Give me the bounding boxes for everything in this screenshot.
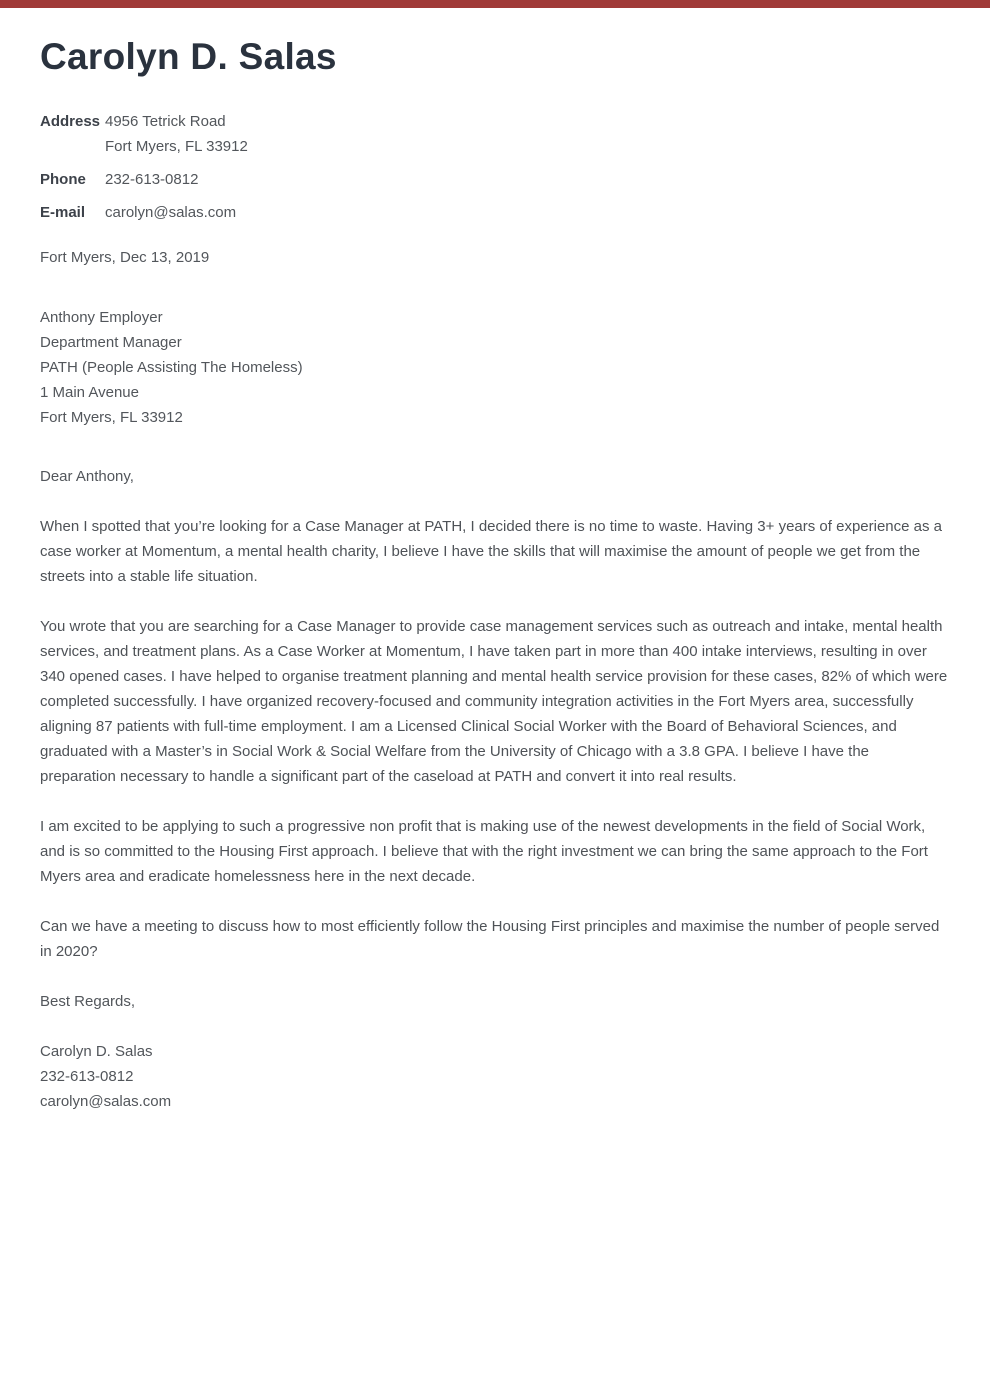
- email-label: E-mail: [40, 203, 86, 221]
- recipient-title: Department Manager: [40, 333, 182, 351]
- address-line-1: 4956 Tetrick Road: [105, 112, 226, 130]
- contact-row-email: [40, 200, 948, 225]
- address-value: [105, 109, 248, 159]
- signature-name: Carolyn D. Salas: [40, 1042, 153, 1060]
- accent-top-bar: [0, 0, 990, 8]
- contact-row-address: [40, 109, 948, 159]
- applicant-name: Carolyn D. Salas: [40, 36, 337, 77]
- recipient-city: Fort Myers, FL 33912: [40, 408, 183, 426]
- phone-value: 232-613-0812: [105, 170, 199, 188]
- paragraph-intro: When I spotted that you’re looking for a Case Manager at PATH, I decided there is no time to waste. Having 3+ years of experience as a case worker at Momentum, a mental health charity, I believe I have the skills that will maximise the amount of people we get from the streets into a stable life situation.: [40, 517, 943, 585]
- signature-email: carolyn@salas.com: [40, 1092, 172, 1110]
- signature-block: [40, 1039, 948, 1114]
- salutation: Dear Anthony,: [40, 467, 134, 485]
- recipient-block: [40, 305, 948, 430]
- paragraph-experience: You wrote that you are searching for a Case Manager to provide case management services such as outreach and intake, mental health services, and treatment plans. As a Case Worker at Momentum, I have taken part in more than 400 intake interviews, resulting in over 340 opened cases. I have helped to organise treatment planning and mental health service provision for these cases, 82% of which were completed successfully. I have organized recovery-focused and community integration activities in the Fort Myers area, successfully aligning 87 patients with full-time employment. I am a Licensed Clinical Social Worker with the Board of Behavioral Sciences, and graduated with a Master’s in Social Work & Social Welfare from the University of Chicago with a 3.8 GPA. I believe I have the preparation necessary to handle a significant part of the caseload at PATH and convert it into real results.: [40, 617, 948, 785]
- address-label: Address: [40, 112, 101, 130]
- date-line: Fort Myers, Dec 13, 2019: [40, 248, 210, 266]
- closing: Best Regards,: [40, 992, 136, 1010]
- contact-block: [40, 109, 948, 225]
- signature-phone: 232-613-0812: [40, 1067, 134, 1085]
- phone-label: Phone: [40, 170, 86, 188]
- address-line-2: Fort Myers, FL 33912: [105, 137, 248, 155]
- letter-content: [0, 8, 990, 1154]
- recipient-name: Anthony Employer: [40, 308, 163, 326]
- paragraph-motivation: I am excited to be applying to such a progressive non profit that is making use of the newest developments in the field of Social Work, and is so committed to the Housing First approach. I believe that with the right investment we can bring the same approach to the Fort Myers area and eradicate homelessness here in the next decade.: [40, 817, 928, 885]
- contact-row-phone: [40, 167, 948, 192]
- email-value: carolyn@salas.com: [105, 203, 237, 221]
- recipient-company: PATH (People Assisting The Homeless): [40, 358, 303, 376]
- paragraph-call-to-action: Can we have a meeting to discuss how to most efficiently follow the Housing First principles and maximise the number of people served in 2020?: [40, 917, 940, 960]
- recipient-street: 1 Main Avenue: [40, 383, 139, 401]
